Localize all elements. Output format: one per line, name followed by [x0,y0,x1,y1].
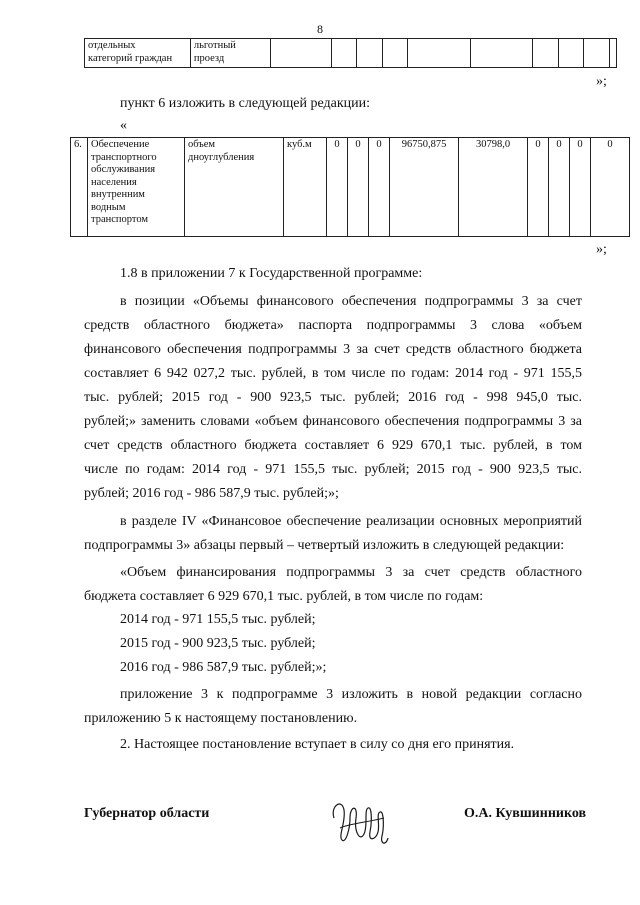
year-2015-line: 2015 год - 900 923,5 тыс. рублей; [120,636,316,651]
paragraph-line: тыс. рублей; 2015 год - 900 923,5 тыс. рублей; 2016 год - 998 945,0 тыс. [84,390,582,405]
paragraph-line: приложение 3 к подпрограмме 3 изложить в новой редакции согласно [120,687,582,702]
table-cell [584,39,610,68]
table-cell [382,39,408,68]
paragraph-line: подпрограммы 3» абзацы первый – четвертый изложить в следующей редакции: [84,538,565,553]
table-cell-value: 96750,875 [390,138,459,237]
paragraph-point-2: 2. Настоящее постановление вступает в силу со дня его принятия. [120,737,515,752]
paragraph-line: финансового обеспечения подпрограммы 3 за счет средств областного бюджета [84,342,582,357]
table-cell-value: 0 [369,138,390,237]
paragraph-line: средств областного бюджета» паспорта подпрограммы 3 слова «объем [84,318,582,333]
page-number: 8 [317,22,323,36]
table-cell [533,39,559,68]
point-6-text: пункт 6 изложить в следующей редакции: [120,96,370,111]
paragraph-line: бюджета составляет 6 929 670,1 тыс. рублей, в том числе по годам: [84,589,484,604]
paragraph-line: рублей;» заменить словами «объем финансового обеспечения подпрограммы 3 за [84,414,582,429]
table-cell-value: 0 [327,138,348,237]
table-cell-value: 0 [591,138,630,237]
table-cell-value: 0 [348,138,369,237]
paragraph-line: рублей; 2016 год - 986 587,9 тыс. рублей;»; [84,486,339,501]
table-cell-name: Обеспечение транспортного обслуживания населения внутренним водным транспортом [88,138,185,237]
paragraph-line: в разделе IV «Финансовое обеспечение реализации основных мероприятий [120,514,582,529]
table-cell-category: отдельных категорий граждан [85,39,191,68]
open-quote: « [120,118,127,133]
year-2014-line: 2014 год - 971 155,5 тыс. рублей; [120,612,316,627]
handwritten-signature-icon [328,788,390,850]
table-cell-unit: куб.м [284,138,327,237]
table-cell-value: 0 [570,138,591,237]
table-cell-value: 0 [528,138,549,237]
table-cell [271,39,332,68]
table-cell [408,39,471,68]
table-cell [558,39,584,68]
paragraph-1-8: 1.8 в приложении 7 к Государственной программе: [120,266,423,281]
paragraph-line: в позиции «Объемы финансового обеспечения подпрограммы 3 за счет [120,294,582,309]
signature-title: Губернатор области [84,806,210,821]
year-2016-line: 2016 год - 986 587,9 тыс. рублей;»; [120,660,327,675]
table-cell [610,39,617,68]
paragraph-line: счет средств областного бюджета составляет 6 929 670,1 тыс. рублей, в том [84,438,582,453]
table-fragment-top [84,38,617,68]
closing-quote: »; [596,74,607,89]
table-cell-value: 0 [549,138,570,237]
table-cell [470,39,533,68]
paragraph-line: составляет 6 942 027,2 тыс. рублей, в том числе по годам: 2014 год - 971 155,5 [84,366,582,381]
table-point-6 [70,137,630,237]
table-cell-value: 30798,0 [459,138,528,237]
table-cell [331,39,357,68]
paragraph-line: «Объем финансирования подпрограммы 3 за счет средств областного [120,565,582,580]
table-cell-indicator: объем дноуглубления [185,138,284,237]
table-cell [357,39,383,68]
table-cell-benefit: льготный проезд [190,39,270,68]
paragraph-line: числе по годам: 2014 год - 971 155,5 тыс. рублей; 2015 год - 900 923,5 тыс. [84,462,582,477]
paragraph-line: приложению 5 к настоящему постановлению. [84,711,358,726]
closing-quote: »; [596,242,607,257]
signature-name: О.А. Кувшинников [464,806,587,821]
table-cell-number: 6. [71,138,88,237]
